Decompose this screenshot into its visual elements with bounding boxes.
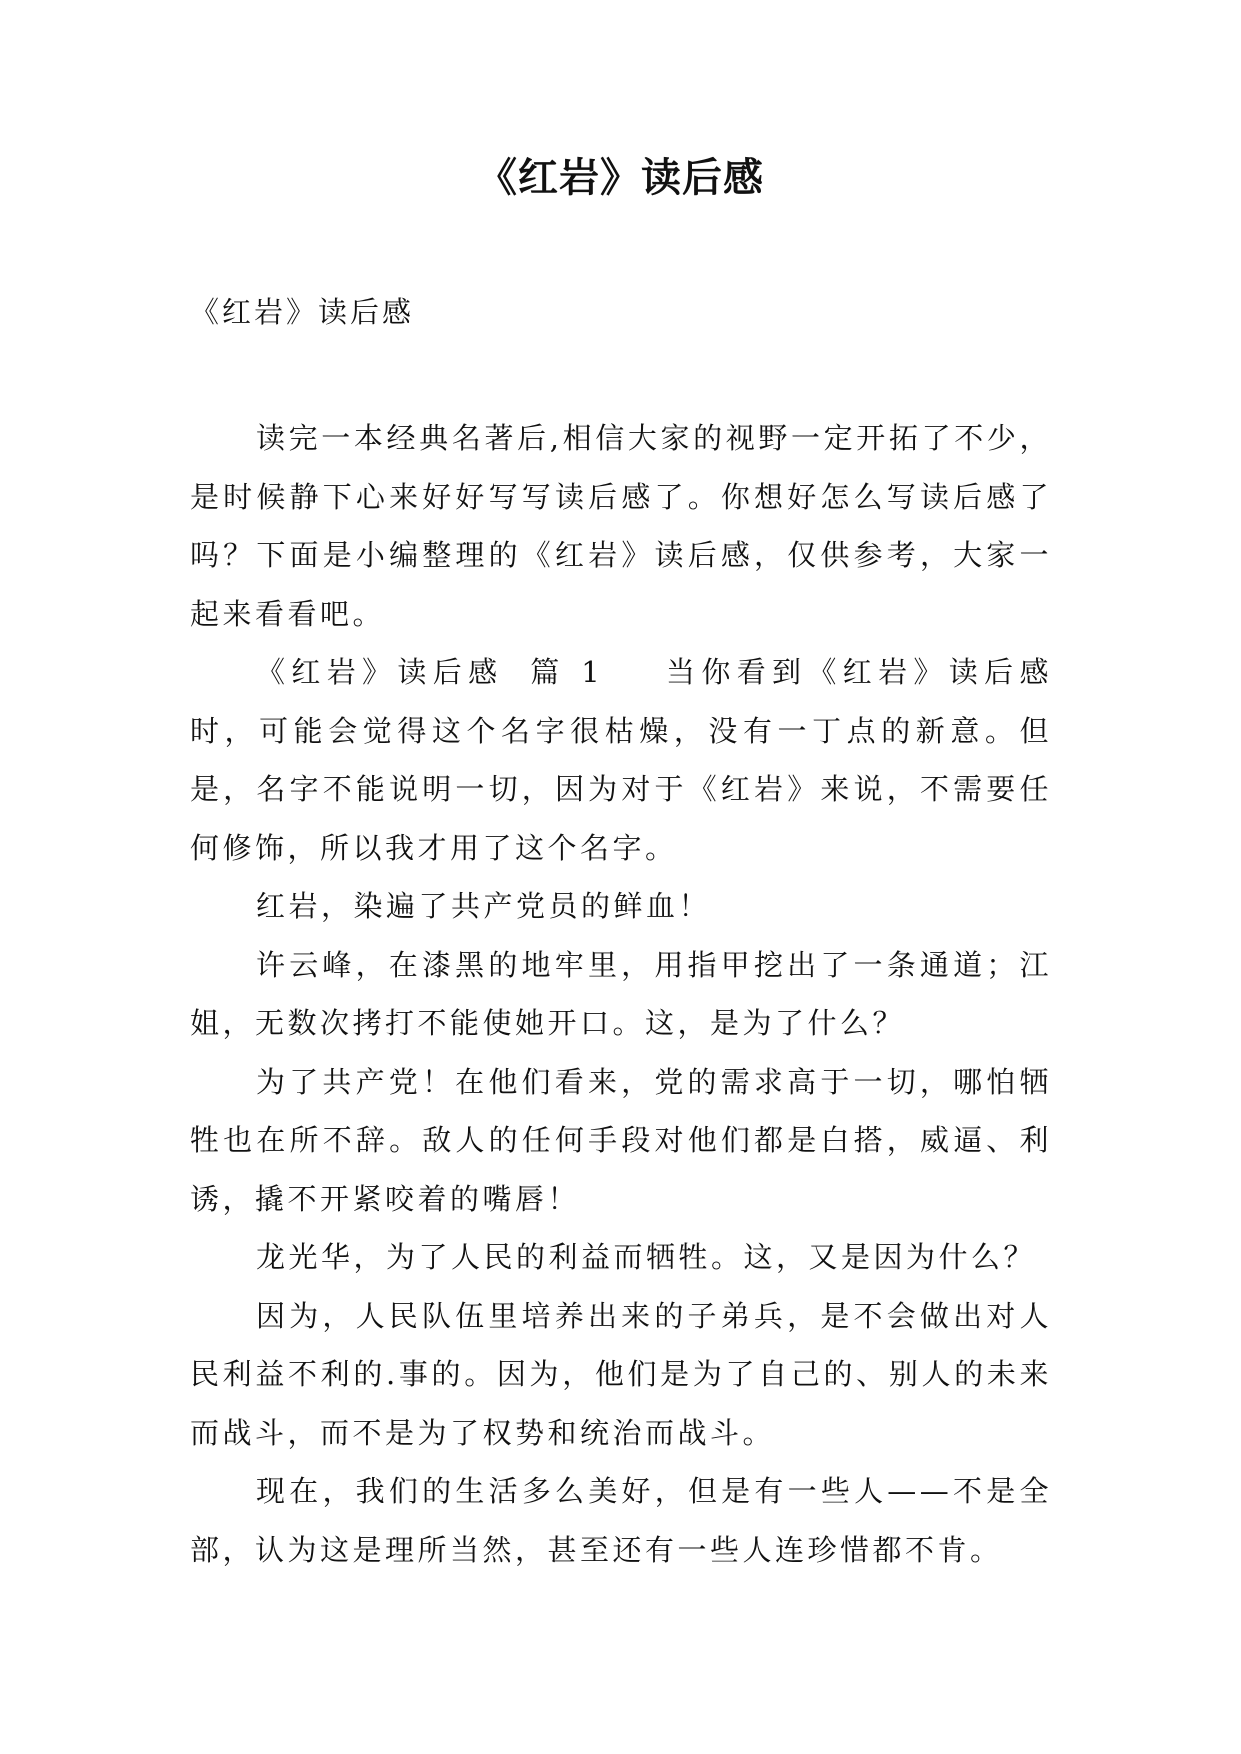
body-paragraph: 因为，人民队伍里培养出来的子弟兵，是不会做出对人民利益不利的.事的。因为，他们是为了自己的、别人的未来而战斗，而不是为了权势和统治而战斗。 (190, 1298, 1052, 1450)
body-paragraph: 许云峰，在漆黑的地牢里，用指甲挖出了一条通道；江姐，无数次拷打不能使她开口。这，是为了什么？ (190, 947, 1052, 1040)
section-1-label: 篇 1 (527, 655, 604, 689)
body-paragraph: 为了共产党！在他们看来，党的需求高于一切，哪怕牺牲也在所不辞。敌人的任何手段对他们都是白搭，威逼、利诱，撬不开紧咬着的嘴唇！ (190, 1064, 1052, 1216)
section-1-heading: 《红岩》读后感 (256, 655, 504, 689)
section-1-paragraph (190, 643, 1052, 877)
body-paragraph: 龙光华，为了人民的利益而牺牲。这，又是因为什么？ (256, 1240, 1037, 1274)
body-paragraph: 红岩，染遍了共产党员的鲜血！ (256, 889, 712, 923)
body-paragraph: 现在，我们的生活多么美好，但是有一些人——不是全部，认为这是理所当然，甚至还有一些人连珍惜都不肯。 (190, 1474, 1052, 1567)
document-title: 《红岩》读后感 (477, 155, 764, 201)
document-body (190, 409, 1052, 1579)
document-subtitle: 《红岩》读后感 (190, 295, 415, 329)
section-1-lead-text: 当你看到《红岩》读后感时，可能会觉得这个名字很枯燥，没有一丁点的新意。但是，名字不能说明一切，因为对于《红岩》来说，不需要任何修饰，所以我才用了这个名字。 (190, 655, 1052, 865)
intro-paragraph: 读完一本经典名著后,相信大家的视野一定开拓了不少，是时候静下心来好好写写读后感了。你想好怎么写读后感了吗？下面是小编整理的《红岩》读后感，仅供参考，大家一起来看看吧。 (190, 421, 1052, 631)
